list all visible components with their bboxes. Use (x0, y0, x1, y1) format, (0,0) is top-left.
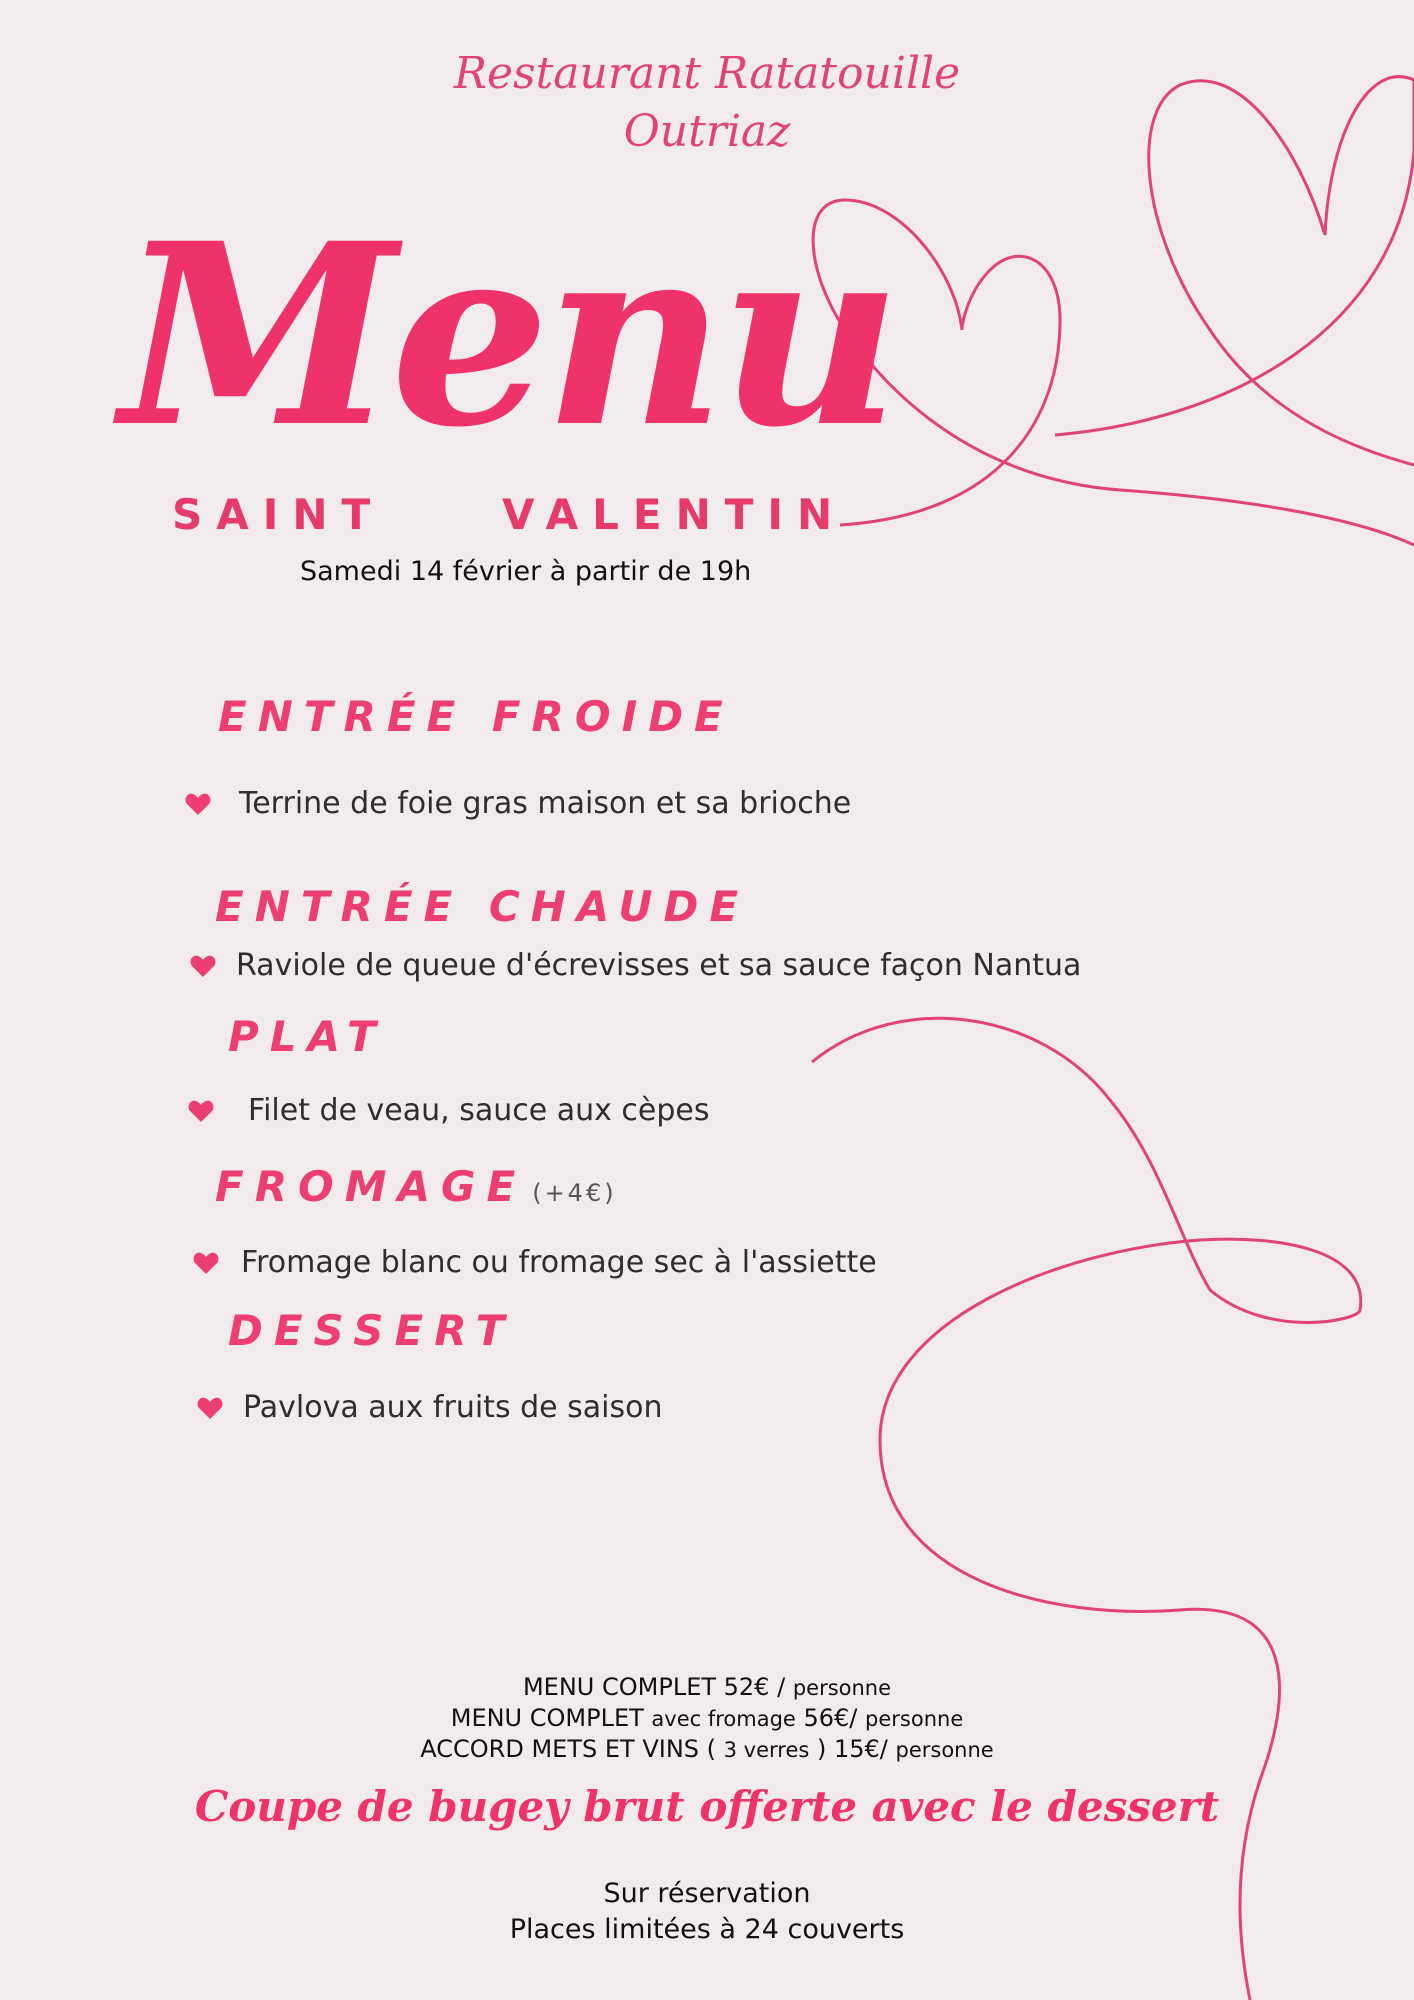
reservation-line2: Places limitées à 24 couverts (509, 1914, 905, 1945)
section-heading-plat (228, 1012, 387, 1061)
dish-row-entree-chaude (190, 948, 1081, 983)
dish-row-fromage (193, 1245, 877, 1280)
heart-icon (185, 792, 211, 816)
event-date: Samedi 14 février à partir de 19h (300, 556, 752, 587)
price-line-accord-vins (0, 1734, 1414, 1765)
dish-text: Filet de veau, sauce aux cèpes (248, 1093, 710, 1128)
menu-title: Menu (120, 188, 896, 482)
price-line-menu-complet (0, 1672, 1414, 1703)
heart-icon (193, 1251, 219, 1275)
restaurant-name (0, 45, 1414, 161)
price-line-text: MENU COMPLET (450, 1704, 644, 1732)
fromage-supplement: (+4€) (532, 1179, 617, 1207)
restaurant-name-line1: Restaurant Ratatouille (453, 48, 961, 99)
section-heading-label: FROMAGE (215, 1162, 527, 1211)
pricing-block (0, 1672, 1414, 1765)
section-heading-label: PLAT (228, 1012, 387, 1061)
section-heading-entree-chaude (215, 882, 749, 931)
section-heading-label: ENTRÉE FROIDE (218, 692, 734, 741)
dish-row-plat (188, 1093, 710, 1128)
price-line-unit: personne (865, 1707, 964, 1731)
price-line-unit: personne (895, 1738, 994, 1762)
dish-text: Fromage blanc ou fromage sec à l'assiette (241, 1245, 877, 1280)
section-heading-entree-froide (218, 692, 734, 741)
price-line-text: MENU COMPLET 52€ / (522, 1673, 786, 1701)
price-line-text: ACCORD METS ET VINS ( (420, 1735, 716, 1763)
restaurant-name-line2: Outriaz (623, 106, 791, 157)
subtitle-saint: SAINT (172, 490, 385, 539)
section-heading-label: ENTRÉE CHAUDE (215, 882, 750, 931)
reservation-line1: Sur réservation (603, 1878, 811, 1909)
heart-icon (190, 954, 216, 978)
dish-text: Pavlova aux fruits de saison (243, 1390, 663, 1425)
price-line-menu-fromage (0, 1703, 1414, 1734)
subtitle-valentin: VALENTIN (502, 490, 847, 539)
dessert-offer: Coupe de bugey brut offerte avec le dessert (194, 1782, 1220, 1831)
heart-icon (197, 1396, 223, 1420)
dish-row-dessert (197, 1390, 663, 1425)
price-line-detail: 3 verres (723, 1738, 810, 1762)
section-heading-dessert (228, 1306, 515, 1355)
price-line-detail: avec fromage (651, 1707, 796, 1731)
section-heading-fromage (215, 1162, 617, 1211)
price-line-amount: ) 15€/ (816, 1735, 888, 1763)
price-line-unit: personne (792, 1676, 892, 1700)
dish-text: Terrine de foie gras maison et sa brioche (239, 786, 852, 821)
heart-icon (188, 1099, 214, 1123)
section-heading-label: DESSERT (228, 1306, 516, 1355)
dish-text: Raviole de queue d'écrevisses et sa sauce façon Nantua (236, 948, 1082, 983)
reservation-info (0, 1876, 1414, 1948)
price-line-amount: 56€/ (803, 1704, 858, 1732)
dish-row-entree-froide (185, 786, 851, 821)
